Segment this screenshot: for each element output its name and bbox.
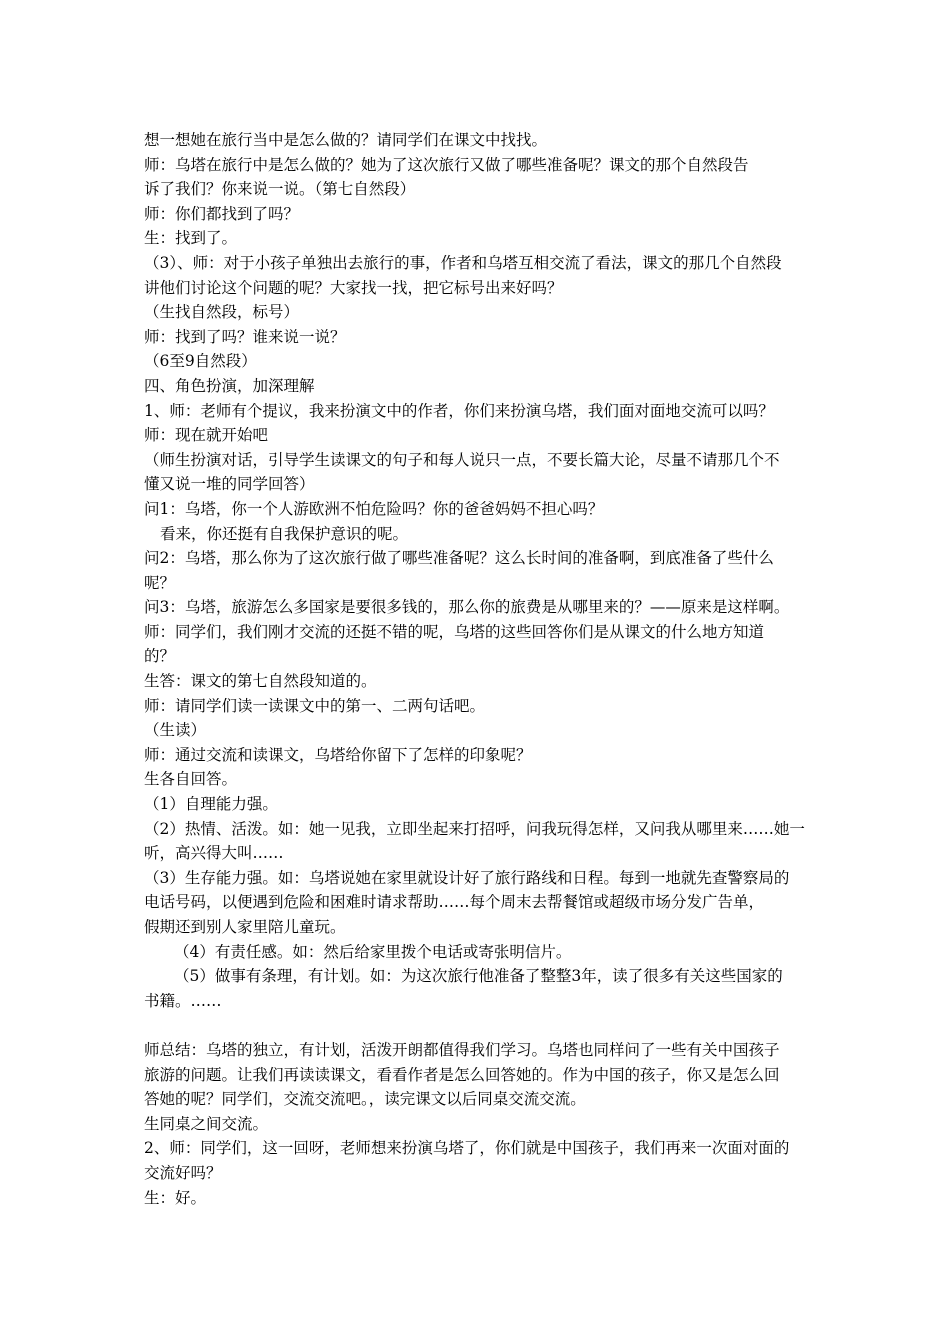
text-line: 电话号码，以便遇到危险和困难时请求帮助……每个周末去帮餐馆或超级市场分发广告单， (144, 893, 765, 912)
text-line: 师总结：乌塔的独立，有计划，活泼开朗都值得我们学习。乌塔也同样问了一些有关中国孩子 (144, 1040, 780, 1059)
text-line: 生同桌之间交流。 (144, 1114, 269, 1133)
list-item: （4）有责任感。如：然后给家里拨个电话或寄张明信片。 (174, 942, 572, 961)
text-line: 呢？ (144, 573, 176, 592)
text-line: 生：找到了。 (144, 229, 238, 248)
text-line: 1、师：老师有个提议，我来扮演文中的作者，你们来扮演乌塔，我们面对面地交流可以吗？ (144, 401, 774, 420)
text-line: 讲他们讨论这个问题的呢？大家找一找，把它标号出来好吗？ (144, 278, 563, 297)
list-item: （1）自理能力强。 (144, 795, 278, 814)
text-line: 问3：乌塔，旅游怎么多国家是要很多钱的，那么你的旅费是从哪里来的？——原来是这样啊。 (144, 598, 790, 617)
text-line: （生读） (144, 721, 207, 740)
text-line: （生找自然段，标号） (144, 303, 300, 322)
text-line: 看来，你还挺有自我保护意识的呢。 (160, 524, 409, 543)
text-line: 2、师：同学们，这一回呀，老师想来扮演乌塔了，你们就是中国孩子，我们再来一次面对面的 (144, 1139, 790, 1158)
document-body (144, 128, 814, 1210)
text-line: 懂又说一堆的同学回答） (144, 475, 315, 494)
text-line: 假期还到别人家里陪儿童玩。 (144, 918, 346, 936)
text-line: 生：好。 (144, 1188, 207, 1207)
text-line: 师：通过交流和读课文，乌塔给你留下了怎样的印象呢？ (144, 745, 532, 764)
text-line: （师生扮演对话，引导学生读课文的句子和每人说只一点，不要长篇大论，尽量不请那几个不 (144, 450, 780, 469)
text-line: 师：乌塔在旅行中是怎么做的？她为了这次旅行又做了哪些准备呢？课文的那个自然段告 (144, 155, 749, 174)
text-line: 诉了我们？你来说一说。（第七自然段） (144, 180, 416, 199)
text-line: 师：请同学们读一读课文中的第一、二两句话吧。 (144, 696, 486, 715)
text-line: 听，高兴得大叫…… (144, 844, 284, 863)
text-line: 师：你们都找到了吗？ (144, 204, 300, 223)
text-line: 旅游的问题。让我们再读读课文，看看作者是怎么回答她的。作为中国的孩子，你又是怎么回 (144, 1065, 780, 1084)
text-line: 答她的呢？同学们，交流交流吧。，读完课文以后同桌交流交流。 (144, 1090, 586, 1109)
list-item: （3）生存能力强。如：乌塔说她在家里就设计好了旅行路线和日程。每到一地就先查警察局的 (144, 868, 790, 887)
text-line: 书籍。…… (144, 991, 222, 1010)
text-line: 想一想她在旅行当中是怎么做的？请同学们在课文中找找。 (144, 131, 548, 149)
text-line: 问1：乌塔，你一个人游欧洲不怕危险吗？你的爸爸妈妈不担心吗？ (144, 499, 604, 518)
text-line: 生答：课文的第七自然段知道的。 (144, 672, 377, 691)
text-line: 交流好吗？ (144, 1163, 222, 1182)
text-line: 师：现在就开始吧 (144, 426, 269, 445)
text-line: 的？ (144, 647, 176, 666)
text-line: 师：同学们，我们刚才交流的还挺不错的呢，乌塔的这些回答你们是从课文的什么地方知道 (144, 622, 765, 641)
text-line: （6至9自然段） (144, 352, 257, 371)
text-line: 师：找到了吗？谁来说一说？ (144, 327, 346, 346)
blank-line (144, 1013, 814, 1038)
section-heading: 四、角色扮演，加深理解 (144, 376, 315, 395)
text-line: 问2：乌塔，那么你为了这次旅行做了哪些准备呢？这么长时间的准备啊，到底准备了些什么 (144, 549, 774, 568)
text-line: （3）、师：对于小孩子单独出去旅行的事，作者和乌塔互相交流了看法，课文的那几个自然段 (144, 253, 782, 272)
text-line: 生各自回答。 (144, 770, 238, 789)
list-item: （2）热情、活泼。如：她一见我，立即坐起来打招呼，问我玩得怎样，又问我从哪里来……她一 (144, 819, 805, 838)
list-item: （5）做事有条理，有计划。如：为这次旅行他准备了整整3年，读了很多有关这些国家的 (174, 967, 783, 986)
